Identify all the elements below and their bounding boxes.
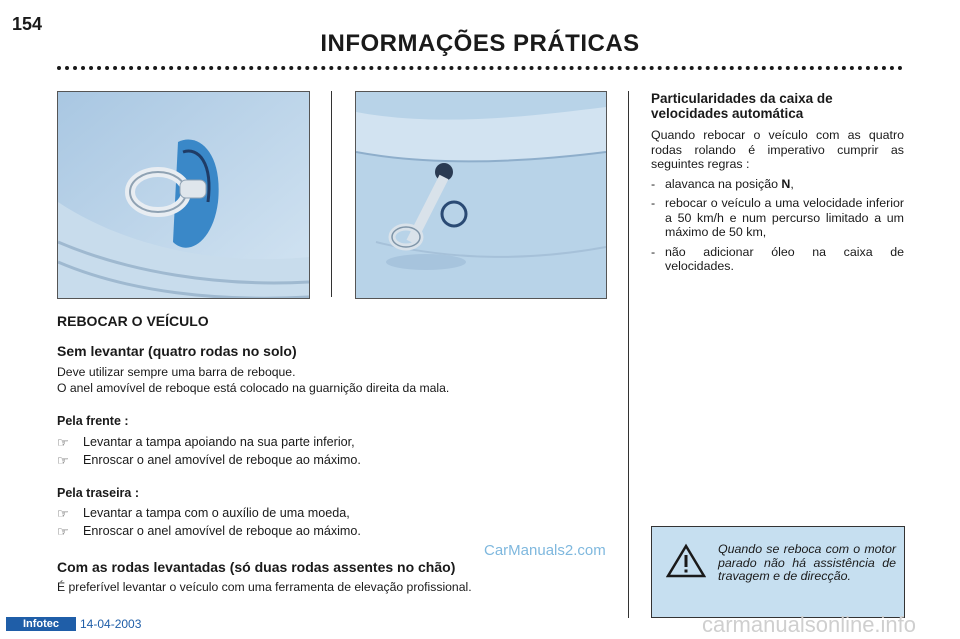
gearbox-rule-3: - não adicionar óleo na caixa de velocidades. (651, 244, 904, 273)
paragraph-lifting: É preferível levantar o veículo com uma ferramenta de elevação profissional. (57, 580, 472, 594)
page-number: 154 (12, 14, 43, 34)
pointing-hand-icon: ☞ (57, 524, 69, 539)
front-step-1-text: Levantar a tampa apoiando na sua parte inferior, (83, 435, 355, 449)
paragraph-ring-location: O anel amovível de reboque está colocado na guarnição direita da mala. (57, 381, 450, 395)
footer-date: 14-04-2003 (80, 617, 142, 631)
pointing-hand-icon: ☞ (57, 453, 69, 468)
section-title: REBOCAR O VEÍCULO (57, 313, 209, 329)
photo-divider (331, 91, 332, 297)
automatic-gearbox-section (651, 91, 904, 274)
gearbox-title-line-2: velocidades automática (651, 106, 804, 121)
front-tow-photo (57, 91, 310, 299)
gearbox-rule-1: - alavanca na posição N, (651, 176, 794, 191)
subsection-title-lifted: Com as rodas levantadas (só duas rodas assentes no chão) (57, 559, 456, 575)
paragraph-tow-bar: Deve utilizar sempre uma barra de reboque. (57, 365, 296, 379)
gearbox-intro: Quando rebocar o veículo com as quatro rodas rolando é imperativo cumprir as seguintes regras : (651, 128, 904, 171)
rear-step-2-text: Enroscar o anel amovível de reboque ao máximo. (83, 524, 361, 538)
gearbox-rule-2: - rebocar o veículo a uma velocidade inferior a 50 km/h e num percurso limitado a um máximo de 50 km, (651, 196, 904, 239)
warning-text: Quando se reboca com o motor parado não há assistência de travagem e de direcção. (718, 542, 896, 583)
warning-box (651, 526, 905, 618)
subsection-title-no-lift: Sem levantar (quatro rodas no solo) (57, 343, 297, 359)
dotted-divider (57, 66, 903, 74)
infotec-logo: Infotec (6, 617, 76, 631)
warning-icon (666, 543, 706, 579)
pointing-hand-icon: ☞ (57, 435, 69, 450)
gearbox-title-line-1: Particularidades da caixa de (651, 91, 833, 106)
rule-2-text: rebocar o veículo a uma velocidade inferior a 50 km/h e num percurso limitado a um máximo de 50 km, (665, 196, 904, 239)
rule-1-gear: N (781, 176, 791, 191)
column-divider (628, 91, 629, 618)
page-title: INFORMAÇÕES PRÁTICAS (320, 30, 640, 57)
footer-site-watermark[interactable]: carmanualsonline.info (702, 612, 917, 637)
front-step-1 (57, 435, 355, 451)
front-step-2-text: Enroscar o anel amovível de reboque ao máximo. (83, 453, 361, 467)
front-step-2 (57, 453, 361, 469)
rear-step-1-text: Levantar a tampa com o auxílio de uma moeda, (83, 506, 350, 520)
gearbox-title (651, 91, 904, 121)
watermark-link[interactable]: CarManuals2.com (484, 542, 606, 559)
rule-1-text: alavanca na posição (665, 176, 782, 191)
rear-label: Pela traseira : (57, 486, 139, 500)
rear-step-2 (57, 524, 361, 540)
rear-step-1 (57, 506, 350, 522)
rear-tow-photo (355, 91, 607, 299)
rule-3-text: não adicionar óleo na caixa de velocidades. (665, 244, 904, 273)
front-label: Pela frente : (57, 414, 129, 428)
pointing-hand-icon: ☞ (57, 506, 69, 521)
